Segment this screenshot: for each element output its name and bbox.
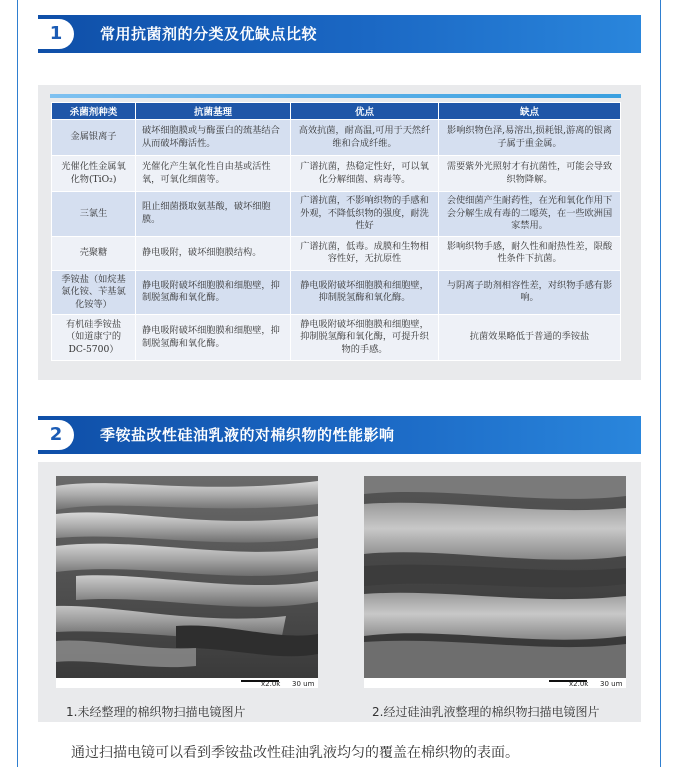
header-cons: 缺点 <box>439 103 621 120</box>
table-row <box>52 192 621 237</box>
table-row <box>52 156 621 192</box>
cell-pros: 静电吸附破坏细胞膜和细胞壁，抑制脱氢酶和氧化酶。 <box>291 270 439 315</box>
cell-pros: 高效抗菌，耐高温,可用于天然纤维和合成纤维。 <box>291 120 439 156</box>
cell-pros: 静电吸附破坏细胞膜和细胞壁，抑制脱氢酶和氧化酶，可提升织物的手感。 <box>291 315 439 361</box>
cell-pros: 广谱抗菌，热稳定性好，可以氧化分解细菌、病毒等。 <box>291 156 439 192</box>
section-2-title: 季铵盐改性硅油乳液的对棉织物的性能影响 <box>100 426 395 444</box>
table-top-rule <box>50 94 621 98</box>
table-row <box>52 236 621 270</box>
section-2-number-badge <box>38 416 76 454</box>
section-2-header <box>38 416 641 454</box>
sem-image-untreated <box>56 476 318 688</box>
section-1-title: 常用抗菌剂的分类及优缺点比较 <box>100 25 318 43</box>
cell-type: 季铵盐（如烷基氯化铵、苄基氯化铵等） <box>52 270 136 315</box>
table-row <box>52 120 621 156</box>
cell-mechanism: 破坏细胞膜或与酶蛋白的巯基结合从而破坏酶活性。 <box>136 120 291 156</box>
cell-cons: 抗菌效果略低于普通的季铵盐 <box>439 315 621 361</box>
scale-label: 30 um <box>600 680 623 688</box>
cell-type: 三氯生 <box>52 192 136 237</box>
cell-mechanism: 静电吸附，破坏细胞膜结构。 <box>136 236 291 270</box>
summary-text: 通过扫描电镜可以看到季铵盐改性硅油乳液均匀的覆盖在棉织物的表面。 <box>71 745 519 761</box>
section-1-number-badge <box>38 15 76 53</box>
sem-image-untreated-graphic <box>56 476 318 678</box>
cell-type: 金属银离子 <box>52 120 136 156</box>
cell-cons: 与阴离子助剂相容性差，对织物手感有影响。 <box>439 270 621 315</box>
scale-label: 30 um <box>292 680 315 688</box>
table-row <box>52 270 621 315</box>
cell-cons: 需要紫外光照射才有抗菌性，可能会导致织物降解。 <box>439 156 621 192</box>
sem-image-treated-graphic <box>364 476 626 678</box>
cell-mechanism: 光催化产生氧化性自由基或活性氧，可氧化细菌等。 <box>136 156 291 192</box>
cell-pros: 广谱抗菌，低毒。成膜和生物相容性好，无抗原性 <box>291 236 439 270</box>
cell-cons: 影响织物色泽,易溶出,损耗银,游离的银离子属于重金属。 <box>439 120 621 156</box>
cell-cons: 影响织物手感，耐久性和耐热性差，限酸性条件下抗菌。 <box>439 236 621 270</box>
section-2-number: 2 <box>38 420 74 450</box>
comparison-table <box>51 102 621 361</box>
magnification-label: x2.0k <box>261 680 281 688</box>
caption-treated: 2.经过硅油乳液整理的棉织物扫描电镜图片 <box>372 705 600 719</box>
section-1-header <box>38 15 641 53</box>
cell-type: 壳聚糖 <box>52 236 136 270</box>
header-mechanism: 抗菌基理 <box>136 103 291 120</box>
cell-type: 有机硅季铵盐（如道康宁的DC-5700） <box>52 315 136 361</box>
header-pros: 优点 <box>291 103 439 120</box>
cell-mechanism: 阻止细菌摄取氨基酸，破坏细胞膜。 <box>136 192 291 237</box>
sem-image-treated-footer <box>364 678 626 688</box>
cell-mechanism: 静电吸附破坏细胞膜和细胞壁，抑制脱氢酶和氧化酶。 <box>136 270 291 315</box>
cell-cons: 会使细菌产生耐药性，在光和氧化作用下会分解生成有毒的二噁英，在一些欧洲国家禁用。 <box>439 192 621 237</box>
table-row <box>52 315 621 361</box>
cell-pros: 广谱抗菌，不影响织物的手感和外观，不降低织物的强度，耐洗性好 <box>291 192 439 237</box>
table-header-row <box>52 103 621 120</box>
caption-untreated: 1.未经整理的棉织物扫描电镜图片 <box>66 705 246 719</box>
sem-image-untreated-footer <box>56 678 318 688</box>
magnification-label: x2.0k <box>569 680 589 688</box>
section-1-number: 1 <box>38 19 74 49</box>
cell-mechanism: 静电吸附破坏细胞膜和细胞壁，抑制脱氢酶和氧化酶。 <box>136 315 291 361</box>
header-type: 杀菌剂种类 <box>52 103 136 120</box>
sem-image-treated <box>364 476 626 688</box>
cell-type: 光催化性金属氧化物(TiO₂) <box>52 156 136 192</box>
